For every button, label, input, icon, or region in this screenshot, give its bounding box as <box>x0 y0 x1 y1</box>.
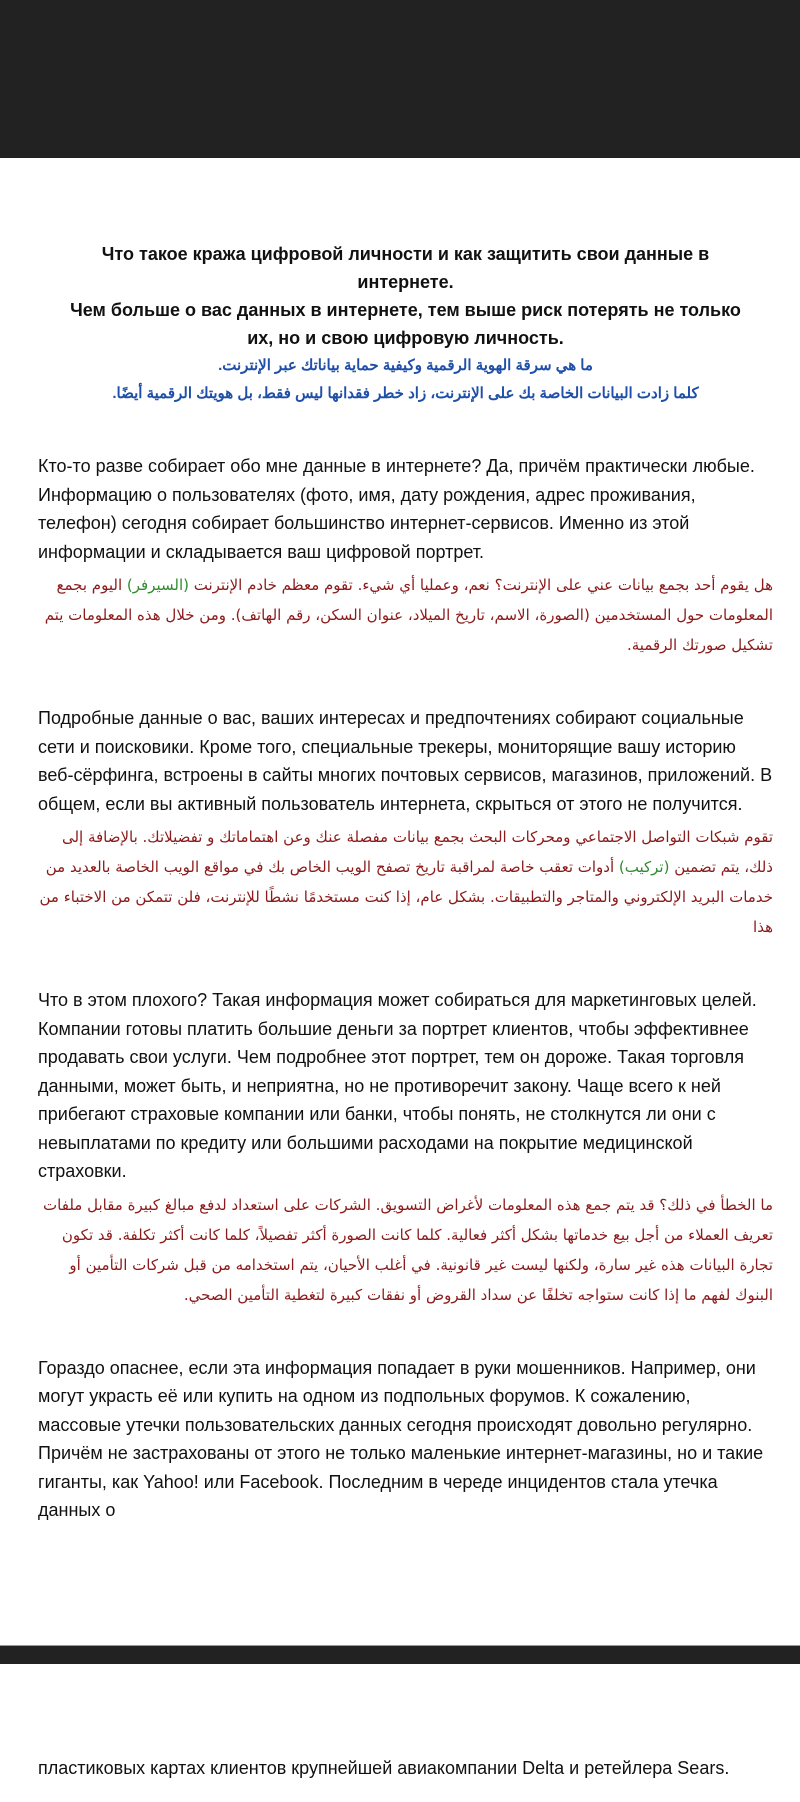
top-bar <box>0 0 800 158</box>
paragraph-4-continuation: пластиковых картах клиентов крупнейшей авиакомпании Delta и ретейлера Sears. <box>38 1754 773 1783</box>
arabic-highlight: (تركيب) <box>619 858 670 876</box>
paragraph-3: Что в этом плохого? Такая информация может собираться для маркетинговых целей. Компании готовы платить большие деньги за портрет клиентов, чтобы эффективнее продавать свои услуги. Чем подробнее этот портрет, тем он дороже. Такая торговля данными, может быть, и неприятна, но не противоречит закону. Чаще всего к ней прибегают страховые компании или банки, чтобы понять, не столкнутся ли они с невыплатами по кредиту или большими расходами на покрытие медицинской страховки. <box>38 986 773 1186</box>
page-separator <box>0 1645 800 1664</box>
arabic-paragraph-2 <box>38 822 773 942</box>
arabic-text: هل يقوم أحد بجمع بيانات عني على الإنترنت؟ نعم، وعمليا أي شيء. تقوم معظم خادم الإنترنت <box>189 576 773 594</box>
paragraph-4: Гораздо опаснее, если эта информация попадает в руки мошенников. Например, они могут украсть её или купить на одном из подпольных форумов. К сожалению, массовые утечки пользовательских данных сегодня происходят довольно регулярно. Причём не застрахованы от этого не только маленькие интернет-магазины, но и такие гиганты, как Yahoo! или Facebook. Последним в череде инцидентов стала утечка данных о <box>38 1354 773 1525</box>
arabic-paragraph-3: ما الخطأ في ذلك؟ قد يتم جمع هذه المعلومات لأغراض التسويق. الشركات على استعداد لدفع مبالغ كبيرة مقابل ملفات تعريف العملاء من أجل بيع خدماتها بشكل أكثر فعالية. كلما كانت الصورة أكثر تفصيلاً، كلما كانت أكثر تكلفة. قد تكون تجارة البيانات هذه غير سارة، ولكنها ليست غير قانونية. في أغلب الأحيان، يتم استخدامه من قبل شركات التأمين أو البنوك لفهم ما إذا كانت ستواجه تخلفًا عن سداد القروض أو نفقات كبيرة لتغطية التأمين الصحي. <box>38 1190 773 1310</box>
arabic-text: اليوم بجمع المعلومات حول المستخدمين (الصورة، الاسم، تاريخ الميلاد، عنوان السكن، رقم الهاتف). ومن خلال هذه المعلومات يتم تشكيل صورتك الرقمية. <box>45 576 773 654</box>
paragraph-1: Кто-то разве собирает обо мне данные в интернете? Да, причём практически любые. Информацию о пользователях (фото, имя, дату рождения, адрес проживания, телефон) сегодня собирает большинство интернет-сервисов. Именно из этой информации и складывается ваш цифровой портрет. <box>38 452 773 566</box>
arabic-highlight: (السيرفر) <box>127 576 189 594</box>
title-line-1: Что такое кража цифровой личности и как защитить свои данные в интернете. <box>60 240 751 296</box>
article-title <box>60 240 751 352</box>
title-line-2: Чем больше о вас данных в интернете, тем выше риск потерять не только их, но и свою цифровую личность. <box>60 296 751 352</box>
arabic-text: أدوات تعقب خاصة لمراقبة تاريخ تصفح الويب الخاص بك في مواقع الويب الخاصة بالعديد من خدمات البريد الإلكتروني والمتاجر والتطبيقات. بشكل عام، إذا كنت مستخدمًا نشطًا للإنترنت، فلن تتمكن من الاختباء من هذا <box>39 858 773 936</box>
arabic-paragraph-1 <box>38 570 773 660</box>
arabic-title-line-2: كلما زادت البيانات الخاصة بك على الإنترنت، زاد خطر فقدانها ليس فقط، بل هويتك الرقمية أيضًا. <box>38 380 773 408</box>
paragraph-2: Подробные данные о вас, ваших интересах и предпочтениях собирают социальные сети и поисковики. Кроме того, специальные трекеры, мониторящие вашу историю веб-сёрфинга, встроены в сайты многих почтовых сервисов, магазинов, приложений. В общем, если вы активный пользователь интернета, скрыться от этого не получится. <box>38 704 773 818</box>
arabic-title-line-1: ما هي سرقة الهوية الرقمية وكيفية حماية بياناتك عبر الإنترنت. <box>38 352 773 380</box>
article-body <box>0 158 800 1525</box>
arabic-text: تقوم شبكات التواصل الاجتماعي ومحركات البحث بجمع بيانات مفصلة عنك وعن اهتماماتك و تفضيلاتك. بالإضافة إلى ذلك، يتم تضمين <box>62 828 773 876</box>
arabic-title <box>38 352 773 408</box>
